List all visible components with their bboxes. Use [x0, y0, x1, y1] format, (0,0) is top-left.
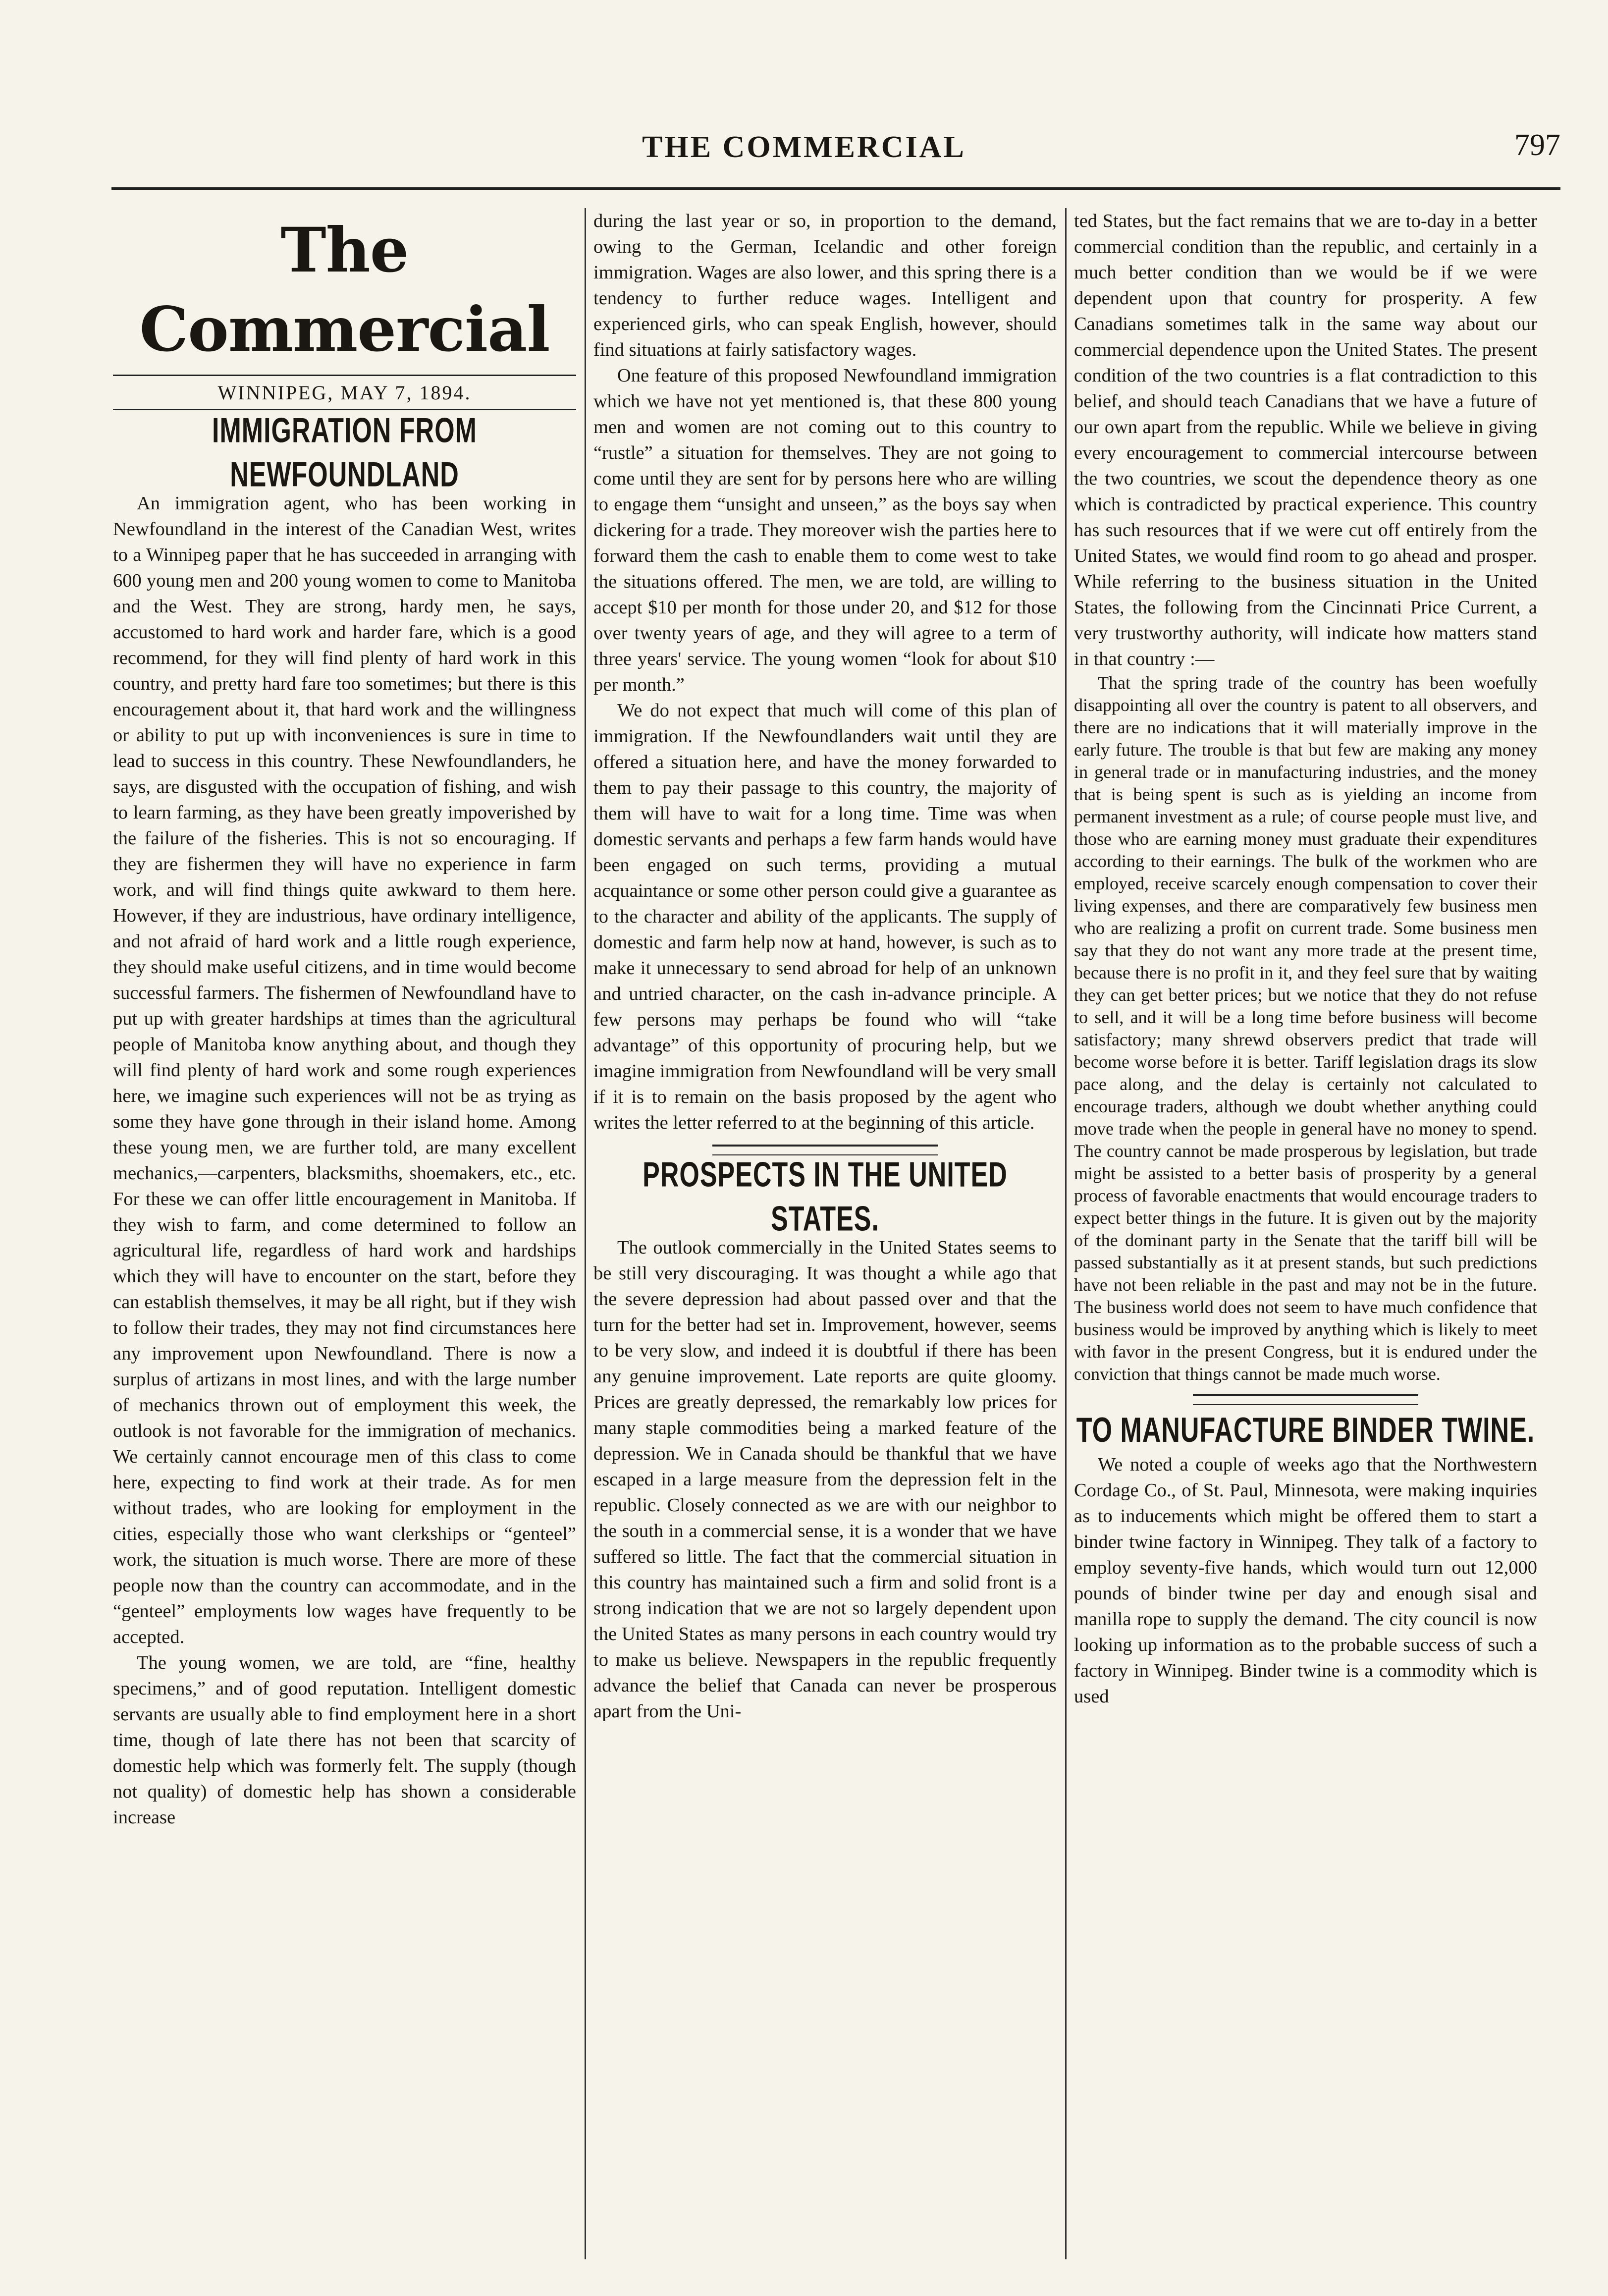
article-paragraph: We do not expect that much will come of this plan of immigration. If the Newfoundlanders wait until they are offered a situation here, and have the money forwarded to them to pay their passage to this country, the majority of them will have to wait for a long time. Time was when domestic servants and perhaps a few farm hands would have been engaged on such terms, providing a mutual acquaintance or some other person could give a guarantee as to the character and ability of the applicants. The supply of domestic and farm help now at hand, however, is such as to make it unnecessary to send abroad for help of an unknown and untried character, on the cash in-advance principle. A few persons may perhaps be found who will “take advantage” of this opportunity of procuring help, but we imagine immigration from Newfoundland will be very small if it is to remain on the basis proposed by the agent who writes the letter referred to at the beginning of this article. — [593, 700, 1057, 1133]
column-1 — [113, 208, 576, 2264]
article-paragraph: The young women, we are told, are “fine, healthy specimens,” and of good reputation. Intelligent domestic servants are usually able to find employment here in a short time, though of late there has not been that scarcity of domestic help which was formerly felt. The supply (though not quality) of domestic help has shown a considerable increase — [113, 1652, 576, 1828]
article-paragraph: We noted a couple of weeks ago that the Northwestern Cordage Co., of St. Paul, Minnesota, were making inquiries as to inducements which might be offered them to start a binder twine factory in Winnipeg. They talk of a factory to employ seventy-five hands, which would turn out 12,000 pounds of binder twine per day and enough sisal and manilla rope to supply the demand. The city council is now looking up information as to the probable success of such a factory in Winnipeg. Binder twine is a commodity which is used — [1074, 1454, 1537, 1707]
article-paragraph: The outlook commercially in the United States seems to be still very discouraging. It was thought a while ago that the severe depression had about passed over and that the turn for the better had set in. Improvement, however, seems to be very slow, and indeed it is doubtful if there has been any genuine improvement. Late reports are quite gloomy. Prices are greatly depressed, the remarkably low prices for many staple commodities being a marked feature of the depression. We in Canada should be thankful that we have escaped in a large measure from the depression felt in the republic. Closely connected as we are with our neighbor to the south in a commercial sense, it is a wonder that we have suffered so little. The fact that the commercial situation in this country has maintained such a firm and solid front is a strong indication that we are not so largely dependent upon the United States as many persons in each country would try to make us believe. Newspapers in the republic frequently advance the belief that Canada can never be prosperous apart from the Uni- — [593, 1237, 1057, 1722]
section-divider — [1193, 1394, 1418, 1405]
column-2 — [593, 208, 1057, 2264]
article-paragraph: during the last year or so, in proportion to the demand, owing to the German, Icelandic and other foreign immigration. Wages are also lower, and this spring there is a tendency to further reduce wages. Intelligent and experienced girls, who can speak English, however, should find situations at fairly satisfactory wages. — [593, 211, 1057, 360]
column-3 — [1074, 208, 1537, 2264]
column-divider — [1065, 208, 1067, 2259]
running-title: THE COMMERCIAL — [642, 130, 966, 164]
dateline: WINNIPEG, MAY 7, 1894. — [113, 375, 576, 410]
quoted-passage: That the spring trade of the country has been woefully disappointing all over the country is patent to all observers, and there are no indications that it will materially improve in the early future. The trouble is that but few are making any money in general trade or in manufacturing industries, and the money that is being spent is such as is yielding an income from permanent investment as a rule; of course people must live, and those who are earning money must graduate their expenditures according to their earnings. The bulk of the workmen who are employed, receive scarcely enough compensation to cover their living expenses, and there are comparatively few business men who are realizing a profit on current trade. Some business men say that they do not want any more trade at the present time, because there is no profit in it, and they feel sure that by waiting they can get better prices; but we notice that they do not refuse to sell, and it will be a long time before business will become satisfactory; many shrewd observers predict that trade will become worse before it is better. Tariff legislation drags its slow pace along, and the delay is certainly not calculated to encourage traders, although we doubt whether anything could move trade when the people in general have no money to spend. The country cannot be made prosperous by legislation, but trade might be assisted to a better basis of prosperity by a general process of favorable enactments that would encourage traders to expect better things in the future. It is given out by the majority of the dominant party in the Senate that the tariff bill will be passed substantially as it at present stands, but such predictions have not been reliable in the past and may not be in the future. The business world does not seem to have much confidence that business would be improved by anything which is likely to meet with favor in the present Congress, but it is endured under the conviction that things cannot be made much worse. — [1074, 673, 1537, 1384]
masthead-title: The Commercial — [139, 215, 550, 366]
article-paragraph: One feature of this proposed Newfoundland immigration which we have not yet mentioned is, that these 800 young men and women are not coming out to this country to “rustle” a situation for themselves. They are not going to come until they are sent for by persons here who are willing to engage them “unsight and unseen,” as the boys say when dickering for a trade. They moreover wish the parties here to forward them the cash to enable them to come west to take the situations offered. The men, we are told, are willing to accept $10 per month for those under 20, and $12 for those over twenty years of age, and they will agree to a term of three years' service. The young women “look for about $10 per month.” — [593, 365, 1057, 695]
article-paragraph: An immigration agent, who has been working in Newfoundland in the interest of the Canadian West, writes to a Winnipeg paper that he has succeeded in arranging with 600 young men and 200 young women to come to Manitoba and the West. They are strong, hardy men, he says, accustomed to hard work and harder fare, which is a good recommend, for they will find plenty of hard work in this country, and pretty hard fare too sometimes; but there is this encouragement about it, that hard work and the willingness or ability to put up with inconveniences is sure in time to lead to success in this country. These Newfoundlanders, he says, are disgusted with the occupation of fishing, and wish to learn farming, as they have been greatly impoverished by the failure of the fisheries. This is not so encouraging. If they are fishermen they will have no experience in farm work, and will find things quite awkward to them here. However, if they are industrious, have ordinary intelligence, and not afraid of hard work and a little rough experience, they should make useful citizens, and in time would become successful farmers. The fishermen of Newfoundland have to put up with greater hardships at times than the agricultural people of Manitoba know anything about, and though they will find plenty of hard work and some rough experiences here, we imagine such experiences will not be as trying as some they have gone through in their island home. Among these young men, we are further told, are many excellent mechanics,—carpenters, blacksmiths, shoemakers, etc., etc. For these we can offer little encouragement in Manitoba. If they wish to farm, and come determined to follow an agricultural life, regardless of hard work and hardships which they will have to encounter on the start, before they can establish themselves, it may be all right, but if they wish to follow their trades, they may not find circumstances here any improvement upon Newfoundland. There is now a surplus of artizans in most lines, and with the large number of mechanics thrown out of employment this week, the outlook is not favorable for the immigration of mechanics. We certainly cannot encourage men of this class to come here, expecting to find work at their trade. As for men without trades, who are looking for employment in the cities, especially those who want clerkships or “genteel” work, the situation is much worse. There are more of these people now than the country can accommodate, and in the “genteel” employments low wages have frequently to be accepted. — [113, 493, 576, 1647]
page-number: 797 — [1514, 128, 1560, 162]
article-paragraph: ted States, but the fact remains that we are to-day in a better commercial condition than the republic, and certainly in a much better condition than we would be if we were dependent upon that country for prosperity. A few Canadians sometimes talk in the same way about our commercial dependence upon the United States. The present condition of the two countries is a flat contradiction to this belief, and should teach Canadians that we have a future of our own apart from the republic. While we believe in giving every encouragement to commercial intercourse between the two countries, we scout the dependence theory as one which is contradicted by practical experience. This country has such resources that if we were cut off entirely from the United States, we would find room to go ahead and prosper. While referring to the business situation in the United States, the following from the Cincinnati Price Current, a very trustworthy authority, will indicate how matters stand in that country :— — [1074, 211, 1537, 669]
header-rule — [111, 187, 1560, 190]
column-divider — [585, 208, 586, 2259]
headline-immigration: IMMIGRATION FROM NEWFOUNDLAND — [212, 411, 477, 494]
headline-twine: TO MANUFACTURE BINDER TWINE. — [1076, 1411, 1535, 1450]
headline-prospects: PROSPECTS IN THE UNITED STATES. — [643, 1155, 1008, 1239]
